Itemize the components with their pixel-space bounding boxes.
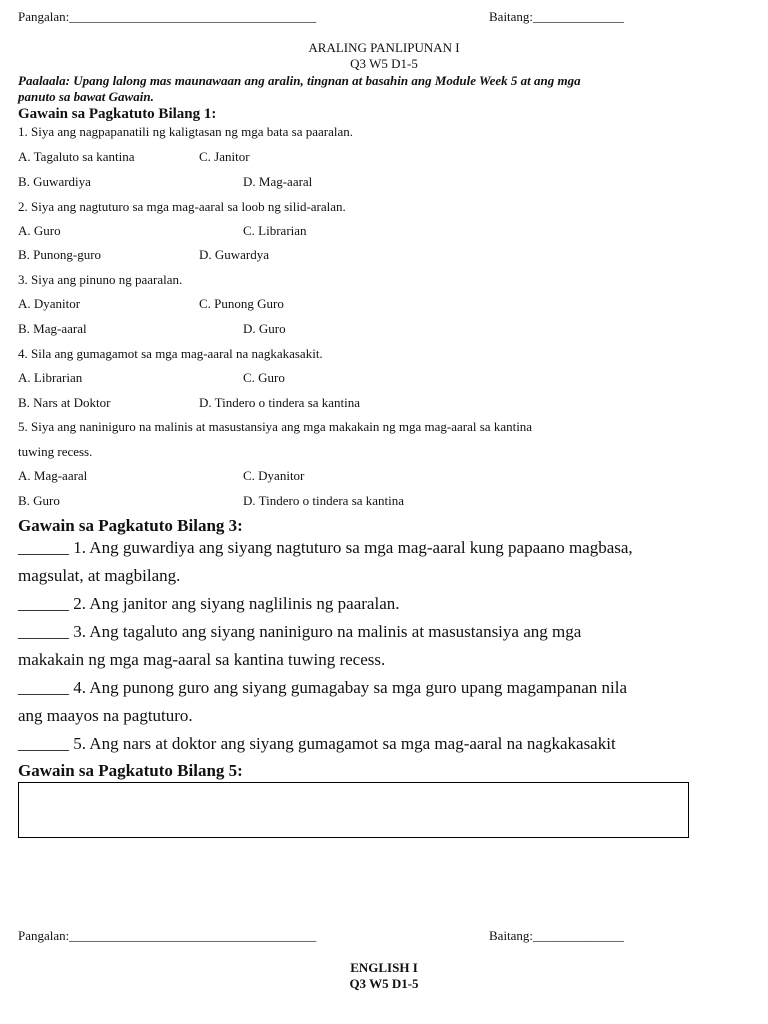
q1-option-c: C. Janitor	[199, 149, 250, 164]
grade-line: ______________	[533, 9, 625, 24]
q5-option-d: D. Tindero o tindera sa kantina	[243, 493, 405, 508]
bottom-name-label: Pangalan:	[18, 928, 70, 943]
grade-field[interactable]	[489, 9, 624, 25]
reminder-line-2: panuto sa bawat Gawain.	[18, 89, 154, 104]
q1-option-d: D. Mag-aaral	[243, 174, 313, 189]
statement-3-line-2: makakain ng mga mag-aaral sa kantina tuwing recess.	[18, 650, 386, 669]
name-label: Pangalan:	[18, 9, 70, 24]
bottom-name-line: ______________________________________	[69, 928, 317, 943]
q3-option-c: C. Punong Guro	[199, 296, 284, 311]
bottom-grade-label: Baitang:	[489, 928, 534, 943]
q2-option-a: A. Guro	[18, 223, 61, 238]
question-3: 3. Siya ang pinuno ng paaralan.	[18, 272, 183, 287]
statement-3-line-1: ______ 3. Ang tagaluto ang siyang naniniguro na malinis at masustansiya ang mga	[18, 622, 582, 641]
q4-option-c: C. Guro	[243, 370, 285, 385]
reminder-line-1: Paalaala: Upang lalong mas maunawaan ang aralin, tingnan at basahin ang Module Week 5 at ang mga	[18, 73, 581, 88]
q3-option-b: B. Mag-aaral	[18, 321, 87, 336]
question-4: 4. Sila ang gumagamot sa mga mag-aaral na nagkakasakit.	[18, 346, 323, 361]
section-1-heading: Gawain sa Pagkatuto Bilang 1:	[18, 106, 217, 122]
q5-option-c: C. Dyanitor	[243, 468, 305, 483]
statement-4-line-2: ang maayos na pagtuturo.	[18, 706, 193, 725]
q3-option-d: D. Guro	[243, 321, 286, 336]
bottom-title: ENGLISH I	[350, 960, 418, 975]
statement-1-line-1: ______ 1. Ang guwardiya ang siyang nagtuturo sa mga mag-aaral kung papaano magbasa,	[18, 538, 633, 557]
q5-option-b: B. Guro	[18, 493, 60, 508]
statement-4-line-1: ______ 4. Ang punong guro ang siyang gumagabay sa mga guro upang magampanan nila	[18, 678, 628, 697]
name-line: ______________________________________	[69, 9, 317, 24]
statement-5: ______ 5. Ang nars at doktor ang siyang gumagamot sa mga mag-aaral na nagkakasakit	[18, 734, 616, 753]
question-5-line-1: 5. Siya ang naniniguro na malinis at masustansiya ang mga makakain ng mga mag-aaral sa kantina	[18, 419, 533, 434]
q4-option-d: D. Tindero o tindera sa kantina	[199, 395, 361, 410]
section-3-heading: Gawain sa Pagkatuto Bilang 3:	[18, 516, 243, 535]
page-subtitle: Q3 W5 D1-5	[350, 56, 418, 71]
question-2: 2. Siya ang nagtuturo sa mga mag-aaral sa loob ng silid-aralan.	[18, 199, 346, 214]
bottom-grade-field[interactable]	[489, 928, 624, 944]
name-field[interactable]	[18, 9, 316, 25]
q4-option-a: A. Librarian	[18, 370, 83, 385]
statement-1-line-2: magsulat, at magbilang.	[18, 566, 181, 585]
bottom-subtitle: Q3 W5 D1-5	[349, 976, 419, 991]
answer-box[interactable]	[18, 782, 689, 838]
page-title: ARALING PANLIPUNAN I	[308, 40, 460, 55]
grade-label: Baitang:	[489, 9, 534, 24]
section-5-heading: Gawain sa Pagkatuto Bilang 5:	[18, 761, 243, 780]
q4-option-b: B. Nars at Doktor	[18, 395, 111, 410]
q2-option-b: B. Punong-guro	[18, 247, 102, 262]
question-5-line-2: tuwing recess.	[18, 444, 93, 459]
q2-option-d: D. Guwardya	[199, 247, 270, 262]
q2-option-c: C. Librarian	[243, 223, 307, 238]
question-1: 1. Siya ang nagpapanatili ng kaligtasan ng mga bata sa paaralan.	[18, 124, 353, 139]
q5-option-a: A. Mag-aaral	[18, 468, 88, 483]
q1-option-a: A. Tagaluto sa kantina	[18, 149, 135, 164]
bottom-grade-line: ______________	[533, 928, 625, 943]
q1-option-b: B. Guwardiya	[18, 174, 91, 189]
statement-2: ______ 2. Ang janitor ang siyang naglilinis ng paaralan.	[18, 594, 400, 613]
q3-option-a: A. Dyanitor	[18, 296, 81, 311]
bottom-name-field[interactable]	[18, 928, 316, 944]
